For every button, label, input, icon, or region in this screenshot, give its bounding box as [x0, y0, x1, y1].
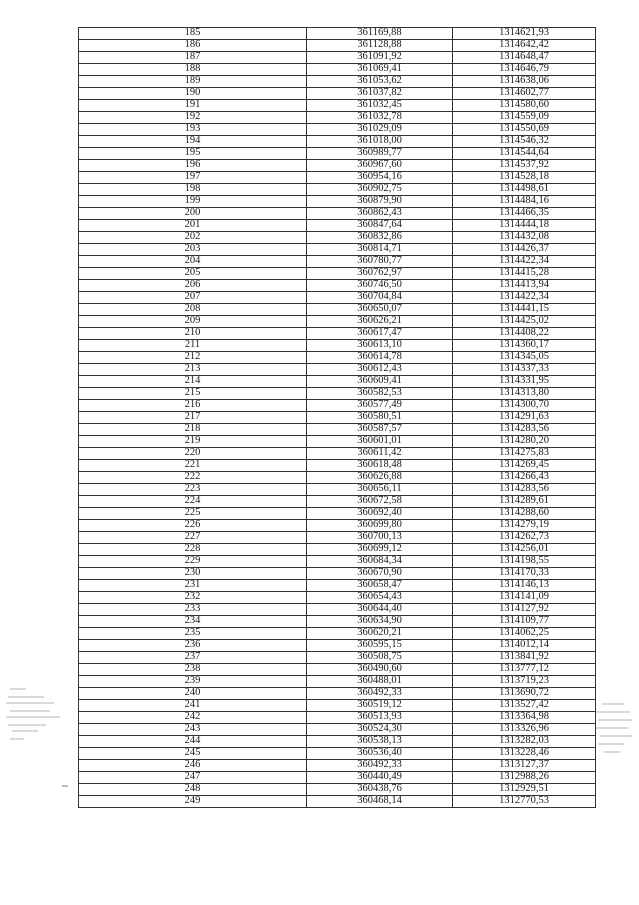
- point-number-cell: 227: [79, 532, 307, 544]
- table-row: [79, 796, 596, 808]
- point-number-cell: 193: [79, 124, 307, 136]
- point-number-cell: 232: [79, 592, 307, 604]
- point-number-cell: 234: [79, 616, 307, 628]
- x-coordinate-cell: 360658,47: [307, 580, 453, 592]
- coordinates-sheet: [78, 27, 595, 808]
- x-coordinate-cell: 360832,86: [307, 232, 453, 244]
- table-row: [79, 472, 596, 484]
- table-row: [79, 220, 596, 232]
- x-coordinate-cell: 360488,01: [307, 676, 453, 688]
- y-coordinate-cell: 1314546,32: [453, 136, 596, 148]
- y-coordinate-cell: 1314580,60: [453, 100, 596, 112]
- point-number-cell: 198: [79, 184, 307, 196]
- x-coordinate-cell: 360699,80: [307, 520, 453, 532]
- x-coordinate-cell: 360609,41: [307, 376, 453, 388]
- table-row: [79, 484, 596, 496]
- point-number-cell: 215: [79, 388, 307, 400]
- y-coordinate-cell: 1314425,02: [453, 316, 596, 328]
- point-number-cell: 230: [79, 568, 307, 580]
- table-row: [79, 640, 596, 652]
- x-coordinate-cell: 360536,40: [307, 748, 453, 760]
- point-number-cell: 235: [79, 628, 307, 640]
- x-coordinate-cell: 360879,90: [307, 196, 453, 208]
- x-coordinate-cell: 361029,09: [307, 124, 453, 136]
- table-row: [79, 628, 596, 640]
- point-number-cell: 244: [79, 736, 307, 748]
- table-row: [79, 136, 596, 148]
- point-number-cell: 236: [79, 640, 307, 652]
- table-row: [79, 652, 596, 664]
- table-row: [79, 40, 596, 52]
- point-number-cell: 208: [79, 304, 307, 316]
- table-row: [79, 112, 596, 124]
- table-row: [79, 88, 596, 100]
- y-coordinate-cell: 1313690,72: [453, 688, 596, 700]
- y-coordinate-cell: 1314062,25: [453, 628, 596, 640]
- x-coordinate-cell: 360618,48: [307, 460, 453, 472]
- table-row: [79, 712, 596, 724]
- x-coordinate-cell: 360746,50: [307, 280, 453, 292]
- y-coordinate-cell: 1314127,92: [453, 604, 596, 616]
- x-coordinate-cell: 361091,92: [307, 52, 453, 64]
- point-number-cell: 186: [79, 40, 307, 52]
- point-number-cell: 231: [79, 580, 307, 592]
- x-coordinate-cell: 360672,58: [307, 496, 453, 508]
- x-coordinate-cell: 360644,40: [307, 604, 453, 616]
- y-coordinate-cell: 1314300,70: [453, 400, 596, 412]
- table-row: [79, 304, 596, 316]
- y-coordinate-cell: 1314441,15: [453, 304, 596, 316]
- point-number-cell: 223: [79, 484, 307, 496]
- point-number-cell: 225: [79, 508, 307, 520]
- y-coordinate-cell: 1314289,61: [453, 496, 596, 508]
- x-coordinate-cell: 360626,21: [307, 316, 453, 328]
- x-coordinate-cell: 360524,30: [307, 724, 453, 736]
- y-coordinate-cell: 1314291,63: [453, 412, 596, 424]
- point-number-cell: 246: [79, 760, 307, 772]
- x-coordinate-cell: 360634,90: [307, 616, 453, 628]
- point-number-cell: 240: [79, 688, 307, 700]
- coordinates-table-body: [79, 28, 596, 808]
- table-row: [79, 736, 596, 748]
- table-row: [79, 316, 596, 328]
- y-coordinate-cell: 1314415,28: [453, 268, 596, 280]
- x-coordinate-cell: 360617,47: [307, 328, 453, 340]
- x-coordinate-cell: 360902,75: [307, 184, 453, 196]
- point-number-cell: 212: [79, 352, 307, 364]
- x-coordinate-cell: 360954,16: [307, 172, 453, 184]
- point-number-cell: 214: [79, 376, 307, 388]
- point-number-cell: 191: [79, 100, 307, 112]
- point-number-cell: 220: [79, 448, 307, 460]
- y-coordinate-cell: 1314602,77: [453, 88, 596, 100]
- x-coordinate-cell: 360492,33: [307, 688, 453, 700]
- point-number-cell: 224: [79, 496, 307, 508]
- point-number-cell: 204: [79, 256, 307, 268]
- table-row: [79, 580, 596, 592]
- x-coordinate-cell: 360438,76: [307, 784, 453, 796]
- table-row: [79, 568, 596, 580]
- y-coordinate-cell: 1314012,14: [453, 640, 596, 652]
- x-coordinate-cell: 360699,12: [307, 544, 453, 556]
- point-number-cell: 217: [79, 412, 307, 424]
- x-coordinate-cell: 360513,93: [307, 712, 453, 724]
- point-number-cell: 206: [79, 280, 307, 292]
- x-coordinate-cell: 361032,45: [307, 100, 453, 112]
- y-coordinate-cell: 1314638,06: [453, 76, 596, 88]
- x-coordinate-cell: 360440,49: [307, 772, 453, 784]
- x-coordinate-cell: 360762,97: [307, 268, 453, 280]
- y-coordinate-cell: 1313228,46: [453, 748, 596, 760]
- point-number-cell: 197: [79, 172, 307, 184]
- table-row: [79, 208, 596, 220]
- point-number-cell: 219: [79, 436, 307, 448]
- x-coordinate-cell: 360862,43: [307, 208, 453, 220]
- point-number-cell: 213: [79, 364, 307, 376]
- table-row: [79, 52, 596, 64]
- point-number-cell: 245: [79, 748, 307, 760]
- y-coordinate-cell: 1314280,20: [453, 436, 596, 448]
- x-coordinate-cell: 360626,88: [307, 472, 453, 484]
- point-number-cell: 202: [79, 232, 307, 244]
- y-coordinate-cell: 1314360,17: [453, 340, 596, 352]
- x-coordinate-cell: 360595,15: [307, 640, 453, 652]
- table-row: [79, 76, 596, 88]
- x-coordinate-cell: 360611,42: [307, 448, 453, 460]
- y-coordinate-cell: 1314444,18: [453, 220, 596, 232]
- point-number-cell: 233: [79, 604, 307, 616]
- table-row: [79, 328, 596, 340]
- y-coordinate-cell: 1314426,37: [453, 244, 596, 256]
- y-coordinate-cell: 1313527,42: [453, 700, 596, 712]
- table-row: [79, 748, 596, 760]
- y-coordinate-cell: 1314109,77: [453, 616, 596, 628]
- table-row: [79, 412, 596, 424]
- x-coordinate-cell: 360654,43: [307, 592, 453, 604]
- y-coordinate-cell: 1314283,56: [453, 484, 596, 496]
- point-number-cell: 221: [79, 460, 307, 472]
- point-number-cell: 247: [79, 772, 307, 784]
- table-row: [79, 232, 596, 244]
- coordinates-table: [78, 27, 596, 808]
- y-coordinate-cell: 1312988,26: [453, 772, 596, 784]
- point-number-cell: 196: [79, 160, 307, 172]
- point-number-cell: 187: [79, 52, 307, 64]
- faded-stamp-left: [4, 685, 62, 745]
- y-coordinate-cell: 1314266,43: [453, 472, 596, 484]
- table-row: [79, 376, 596, 388]
- table-row: [79, 664, 596, 676]
- y-coordinate-cell: 1314550,69: [453, 124, 596, 136]
- y-coordinate-cell: 1314279,19: [453, 520, 596, 532]
- y-coordinate-cell: 1314422,34: [453, 292, 596, 304]
- point-number-cell: 189: [79, 76, 307, 88]
- x-coordinate-cell: 360620,21: [307, 628, 453, 640]
- faded-stamp-right: [594, 700, 634, 758]
- x-coordinate-cell: 360519,12: [307, 700, 453, 712]
- y-coordinate-cell: 1313719,23: [453, 676, 596, 688]
- point-number-cell: 237: [79, 652, 307, 664]
- x-coordinate-cell: 360538,13: [307, 736, 453, 748]
- table-row: [79, 388, 596, 400]
- point-number-cell: 241: [79, 700, 307, 712]
- point-number-cell: 226: [79, 520, 307, 532]
- point-number-cell: 243: [79, 724, 307, 736]
- point-number-cell: 210: [79, 328, 307, 340]
- y-coordinate-cell: 1314498,61: [453, 184, 596, 196]
- point-number-cell: 199: [79, 196, 307, 208]
- x-coordinate-cell: 360684,34: [307, 556, 453, 568]
- table-row: [79, 724, 596, 736]
- y-coordinate-cell: 1312770,53: [453, 796, 596, 808]
- point-number-cell: 222: [79, 472, 307, 484]
- y-coordinate-cell: 1314559,09: [453, 112, 596, 124]
- table-row: [79, 100, 596, 112]
- table-row: [79, 64, 596, 76]
- table-row: [79, 124, 596, 136]
- x-coordinate-cell: 360704,84: [307, 292, 453, 304]
- table-row: [79, 616, 596, 628]
- table-row: [79, 772, 596, 784]
- table-row: [79, 172, 596, 184]
- table-row: [79, 196, 596, 208]
- x-coordinate-cell: 360847,64: [307, 220, 453, 232]
- point-number-cell: 229: [79, 556, 307, 568]
- point-number-cell: 239: [79, 676, 307, 688]
- x-coordinate-cell: 361018,00: [307, 136, 453, 148]
- point-number-cell: 192: [79, 112, 307, 124]
- table-row: [79, 592, 596, 604]
- y-coordinate-cell: 1313777,12: [453, 664, 596, 676]
- table-row: [79, 496, 596, 508]
- y-coordinate-cell: 1313282,03: [453, 736, 596, 748]
- x-coordinate-cell: 360989,77: [307, 148, 453, 160]
- y-coordinate-cell: 1314642,42: [453, 40, 596, 52]
- scan-speck: [62, 785, 68, 787]
- y-coordinate-cell: 1314288,60: [453, 508, 596, 520]
- y-coordinate-cell: 1314408,22: [453, 328, 596, 340]
- x-coordinate-cell: 361037,82: [307, 88, 453, 100]
- point-number-cell: 200: [79, 208, 307, 220]
- table-row: [79, 160, 596, 172]
- point-number-cell: 218: [79, 424, 307, 436]
- table-row: [79, 28, 596, 40]
- point-number-cell: 248: [79, 784, 307, 796]
- table-row: [79, 268, 596, 280]
- y-coordinate-cell: 1314269,45: [453, 460, 596, 472]
- y-coordinate-cell: 1314544,64: [453, 148, 596, 160]
- x-coordinate-cell: 360814,71: [307, 244, 453, 256]
- x-coordinate-cell: 361032,78: [307, 112, 453, 124]
- y-coordinate-cell: 1314466,35: [453, 208, 596, 220]
- x-coordinate-cell: 360614,78: [307, 352, 453, 364]
- table-row: [79, 256, 596, 268]
- point-number-cell: 205: [79, 268, 307, 280]
- point-number-cell: 185: [79, 28, 307, 40]
- y-coordinate-cell: 1314256,01: [453, 544, 596, 556]
- x-coordinate-cell: 360780,77: [307, 256, 453, 268]
- point-number-cell: 188: [79, 64, 307, 76]
- y-coordinate-cell: 1314262,73: [453, 532, 596, 544]
- x-coordinate-cell: 361128,88: [307, 40, 453, 52]
- y-coordinate-cell: 1314484,16: [453, 196, 596, 208]
- y-coordinate-cell: 1314275,83: [453, 448, 596, 460]
- point-number-cell: 201: [79, 220, 307, 232]
- x-coordinate-cell: 361169,88: [307, 28, 453, 40]
- point-number-cell: 190: [79, 88, 307, 100]
- point-number-cell: 207: [79, 292, 307, 304]
- y-coordinate-cell: 1314198,55: [453, 556, 596, 568]
- x-coordinate-cell: 360967,60: [307, 160, 453, 172]
- point-number-cell: 195: [79, 148, 307, 160]
- table-row: [79, 508, 596, 520]
- table-row: [79, 340, 596, 352]
- table-row: [79, 544, 596, 556]
- point-number-cell: 216: [79, 400, 307, 412]
- table-row: [79, 448, 596, 460]
- point-number-cell: 203: [79, 244, 307, 256]
- y-coordinate-cell: 1314331,95: [453, 376, 596, 388]
- x-coordinate-cell: 360656,11: [307, 484, 453, 496]
- x-coordinate-cell: 360587,57: [307, 424, 453, 436]
- point-number-cell: 238: [79, 664, 307, 676]
- table-row: [79, 676, 596, 688]
- y-coordinate-cell: 1314432,08: [453, 232, 596, 244]
- x-coordinate-cell: 360490,60: [307, 664, 453, 676]
- table-row: [79, 292, 596, 304]
- y-coordinate-cell: 1314337,33: [453, 364, 596, 376]
- table-row: [79, 784, 596, 796]
- point-number-cell: 211: [79, 340, 307, 352]
- x-coordinate-cell: 360508,75: [307, 652, 453, 664]
- table-row: [79, 424, 596, 436]
- y-coordinate-cell: 1313127,37: [453, 760, 596, 772]
- y-coordinate-cell: 1314528,18: [453, 172, 596, 184]
- x-coordinate-cell: 360577,49: [307, 400, 453, 412]
- x-coordinate-cell: 360612,43: [307, 364, 453, 376]
- x-coordinate-cell: 360613,10: [307, 340, 453, 352]
- y-coordinate-cell: 1314537,92: [453, 160, 596, 172]
- table-row: [79, 688, 596, 700]
- table-row: [79, 148, 596, 160]
- table-row: [79, 280, 596, 292]
- y-coordinate-cell: 1314646,79: [453, 64, 596, 76]
- y-coordinate-cell: 1314313,80: [453, 388, 596, 400]
- x-coordinate-cell: 361053,62: [307, 76, 453, 88]
- table-row: [79, 436, 596, 448]
- table-row: [79, 556, 596, 568]
- table-row: [79, 244, 596, 256]
- point-number-cell: 249: [79, 796, 307, 808]
- y-coordinate-cell: 1313364,98: [453, 712, 596, 724]
- table-row: [79, 700, 596, 712]
- point-number-cell: 242: [79, 712, 307, 724]
- x-coordinate-cell: 360601,01: [307, 436, 453, 448]
- point-number-cell: 209: [79, 316, 307, 328]
- y-coordinate-cell: 1314621,93: [453, 28, 596, 40]
- y-coordinate-cell: 1314345,05: [453, 352, 596, 364]
- y-coordinate-cell: 1314146,13: [453, 580, 596, 592]
- y-coordinate-cell: 1314141,09: [453, 592, 596, 604]
- table-row: [79, 460, 596, 472]
- x-coordinate-cell: 360700,13: [307, 532, 453, 544]
- y-coordinate-cell: 1312929,51: [453, 784, 596, 796]
- y-coordinate-cell: 1314283,56: [453, 424, 596, 436]
- table-row: [79, 364, 596, 376]
- table-row: [79, 352, 596, 364]
- x-coordinate-cell: 361069,41: [307, 64, 453, 76]
- y-coordinate-cell: 1314422,34: [453, 256, 596, 268]
- point-number-cell: 228: [79, 544, 307, 556]
- table-row: [79, 760, 596, 772]
- x-coordinate-cell: 360692,40: [307, 508, 453, 520]
- x-coordinate-cell: 360468,14: [307, 796, 453, 808]
- y-coordinate-cell: 1314170,33: [453, 568, 596, 580]
- point-number-cell: 194: [79, 136, 307, 148]
- y-coordinate-cell: 1313326,96: [453, 724, 596, 736]
- y-coordinate-cell: 1313841,92: [453, 652, 596, 664]
- x-coordinate-cell: 360670,90: [307, 568, 453, 580]
- table-row: [79, 400, 596, 412]
- x-coordinate-cell: 360650,07: [307, 304, 453, 316]
- y-coordinate-cell: 1314413,94: [453, 280, 596, 292]
- table-row: [79, 532, 596, 544]
- x-coordinate-cell: 360582,53: [307, 388, 453, 400]
- table-row: [79, 184, 596, 196]
- x-coordinate-cell: 360580,51: [307, 412, 453, 424]
- table-row: [79, 520, 596, 532]
- x-coordinate-cell: 360492,33: [307, 760, 453, 772]
- table-row: [79, 604, 596, 616]
- y-coordinate-cell: 1314648,47: [453, 52, 596, 64]
